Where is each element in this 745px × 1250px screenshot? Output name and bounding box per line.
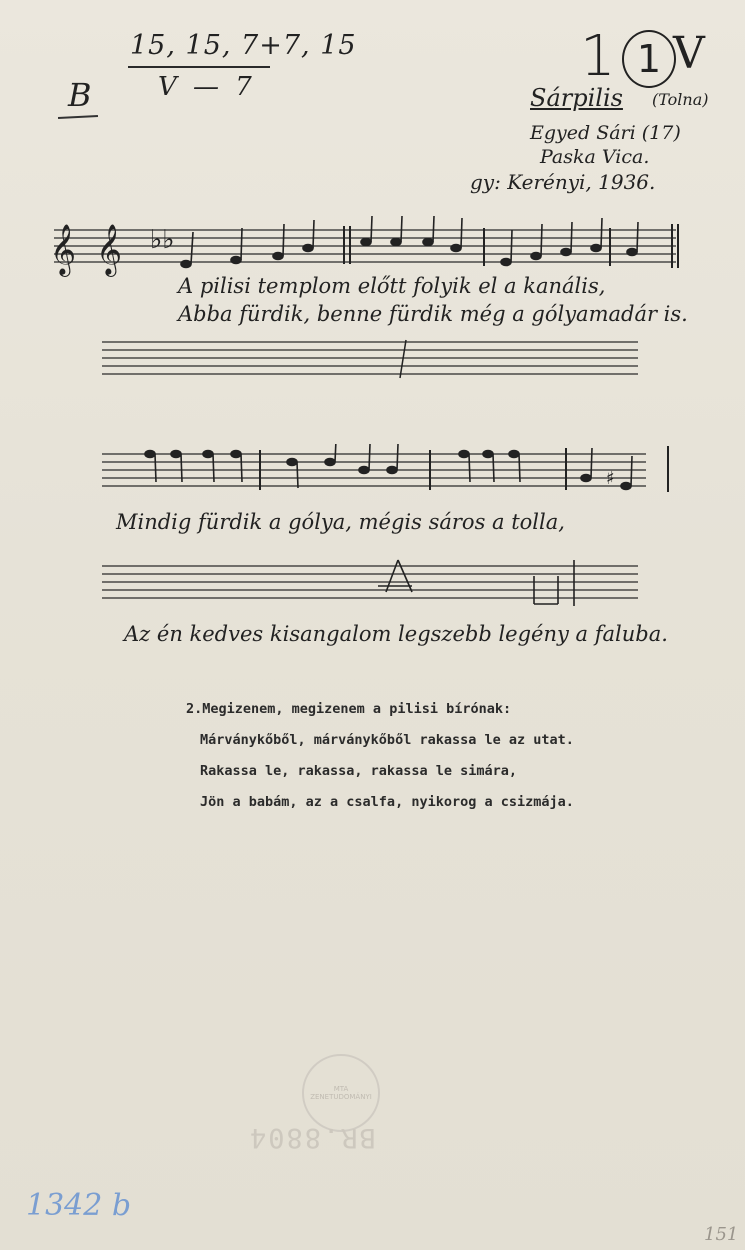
svg-text:𝄞: 𝄞 [96, 224, 123, 275]
letter-underline [58, 115, 98, 119]
stamp-text: MTA ZENETUDOMÁNYI [310, 1085, 372, 1101]
svg-text:♭♭: ♭♭ [150, 225, 175, 255]
typed-verses [186, 694, 574, 818]
circled-number-text: 1 [636, 37, 662, 81]
verse-line: Rakassa le, rakassa, rakassa le simára, [200, 763, 517, 779]
folio-number: 1 [580, 24, 616, 89]
staff-1 [46, 212, 696, 282]
meter-code: 15, 15, 7+7, 15 [130, 30, 357, 61]
page-mark: 151 [704, 1224, 739, 1245]
song-region: (Tolna) [652, 90, 709, 109]
lyric-line-2: Abba fürdik, benne fürdik még a gólyamadár is. [178, 302, 688, 326]
code-divider [128, 66, 270, 68]
svg-text:𝄞: 𝄞 [50, 224, 77, 275]
svg-text:♯: ♯ [606, 468, 615, 489]
verse-line: 2.Megizenem, megizenem a pilisi bírónak: [186, 701, 512, 717]
category-letter: B [68, 76, 92, 114]
collector: gy: Kerényi, 1936. [470, 170, 656, 194]
roman-numeral: V [673, 28, 705, 79]
staff-2 [46, 334, 696, 384]
archive-code: BR.8804 [248, 1122, 376, 1153]
song-title: Sárpilis [530, 84, 623, 112]
verse-line: Jön a babám, az a csalfa, nyikorog a csizmája. [200, 794, 574, 810]
circled-number [622, 30, 676, 88]
archive-stamp [302, 1054, 380, 1132]
recording-place: Paska Vica. [540, 146, 650, 168]
cadence-code: V — 7 [158, 72, 256, 102]
lyric-line-1: A pilisi templom előtt folyik el a kanális, [178, 274, 606, 298]
inventory-number: 1342 b [26, 1188, 132, 1223]
staff-4 [46, 556, 696, 610]
lyric-line-3: Mindig fürdik a gólya, mégis sáros a tolla, [116, 510, 565, 534]
lyric-line-4: Az én kedves kisangalom legszebb legény a faluba. [124, 622, 668, 646]
staff-3 [46, 444, 696, 504]
singer-name: Egyed Sári (17) [530, 122, 681, 144]
verse-line: Márványkőből, márványkőből rakassa le az utat. [200, 732, 574, 748]
